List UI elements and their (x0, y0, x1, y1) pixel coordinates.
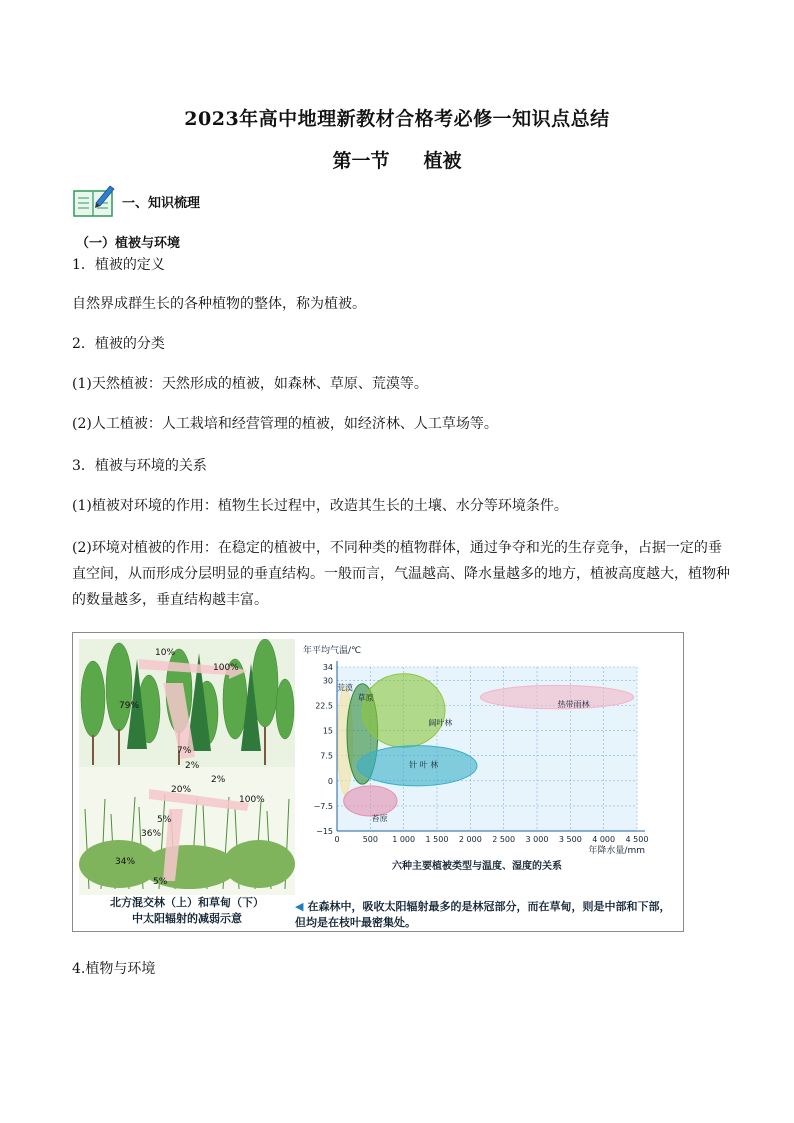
region-label: 热带雨林 (557, 700, 590, 710)
y-tick-label: 34 (322, 663, 333, 672)
paragraph-4: (1)天然植被：天然形成的植被，如森林、草原、荒漠等。 (72, 376, 428, 392)
meadow-label: 5% (153, 877, 168, 887)
section-number: 第一节 (332, 150, 390, 172)
paragraph-6: 3．植被与环境的关系 (72, 458, 207, 474)
x-axis-label: 年降水量/mm (588, 846, 645, 856)
region-label: 针 叶 林 (409, 760, 439, 770)
x-tick-label: 4 500 (625, 835, 649, 844)
document-title: 2023年高中地理新教材合格考必修一知识点总结 (184, 108, 610, 130)
subheading: （一）植被与环境 (76, 236, 181, 251)
triangle-icon: ◀ (295, 900, 304, 913)
y-tick-label: 22.5 (315, 701, 333, 711)
y-tick-label: −15 (316, 827, 333, 836)
illustration-caption (87, 895, 287, 927)
x-tick-label: 3 500 (558, 835, 582, 844)
y-tick-label: 7.5 (320, 751, 333, 761)
paragraph-2: 自然界成群生长的各种植物的整体，称为植被。 (72, 296, 366, 312)
vegetation-figure (72, 632, 684, 932)
forest-label: 7% (177, 746, 192, 756)
x-tick-label: 500 (362, 835, 378, 844)
forest-label: 2% (211, 775, 226, 785)
knowledge-heading (72, 182, 200, 220)
y-tick-label: 30 (322, 676, 333, 686)
chart-title: 六种主要植被类型与温度、湿度的关系 (392, 861, 562, 872)
paragraph-9: 4.植物与环境 (72, 961, 156, 977)
meadow-label: 5% (157, 815, 172, 825)
illustration-caption-line2: 中太阳辐射的减弱示意 (132, 912, 242, 925)
forest-label: 2% (185, 761, 200, 771)
x-tick-label: 2 500 (492, 835, 516, 844)
x-tick-label: 1 500 (425, 835, 449, 844)
meadow-label: 100% (239, 795, 265, 805)
x-tick-label: 0 (334, 835, 340, 844)
book-pen-icon (72, 183, 118, 219)
paragraph-5: (2)人工植被：人工栽培和经营管理的植被，如经济林、人工草场等。 (72, 416, 498, 432)
paragraph-3: 2．植被的分类 (72, 336, 165, 352)
section-title (0, 146, 794, 173)
meadow-label: 36% (141, 829, 162, 839)
forest-label: 79% (119, 701, 140, 711)
region-label: 荒漠 (337, 683, 353, 693)
figure-note (295, 899, 677, 931)
meadow-label: 34% (115, 857, 136, 867)
y-tick-label: 15 (322, 726, 333, 736)
y-tick-label: −7.5 (313, 801, 333, 811)
region-阔叶林 (362, 674, 445, 748)
meadow-label: 20% (171, 785, 192, 795)
paragraph-8: (2)环境对植被的作用：在稳定的植被中，不同种类的植物群体，通过争夺和光的生存竞争，占据一定的垂直空间，从而形成分层明显的垂直结构。一般而言，气温越高、降水量越多的地方，植被高度越大，植物种的数量越多，垂直结构越丰富。 (72, 540, 730, 608)
region-苔原 (344, 786, 397, 816)
paragraph-7: (1)植被对环境的作用：植物生长过程中，改造其生长的土壤、水分等环境条件。 (72, 498, 568, 514)
y-axis-label: 年平均气温/℃ (303, 646, 362, 656)
x-tick-label: 2 000 (458, 835, 482, 844)
x-tick-label: 1 000 (392, 835, 416, 844)
illustration-caption-line1: 北方混交林（上）和草甸（下） (110, 896, 264, 909)
paragraph-1: 1．植被的定义 (72, 257, 165, 273)
region-label: 阔叶林 (428, 718, 453, 728)
heading-label: 一、知识梳理 (122, 195, 201, 211)
x-tick-label: 3 000 (525, 835, 549, 844)
figure-note-text: 在森林中，吸收太阳辐射最多的是林冠部分，而在草甸，则是中部和下部，但均是在枝叶最密集处。 (295, 900, 671, 929)
section-name: 植被 (423, 150, 462, 172)
y-tick-label: 0 (327, 776, 333, 786)
region-label: 苔原 (371, 813, 388, 823)
x-tick-label: 4 000 (592, 835, 616, 844)
forest-label: 10% (155, 648, 176, 658)
region-label: 草原 (357, 693, 374, 703)
forest-label: 100% (213, 663, 239, 673)
vegetation-climate-chart (299, 641, 679, 891)
